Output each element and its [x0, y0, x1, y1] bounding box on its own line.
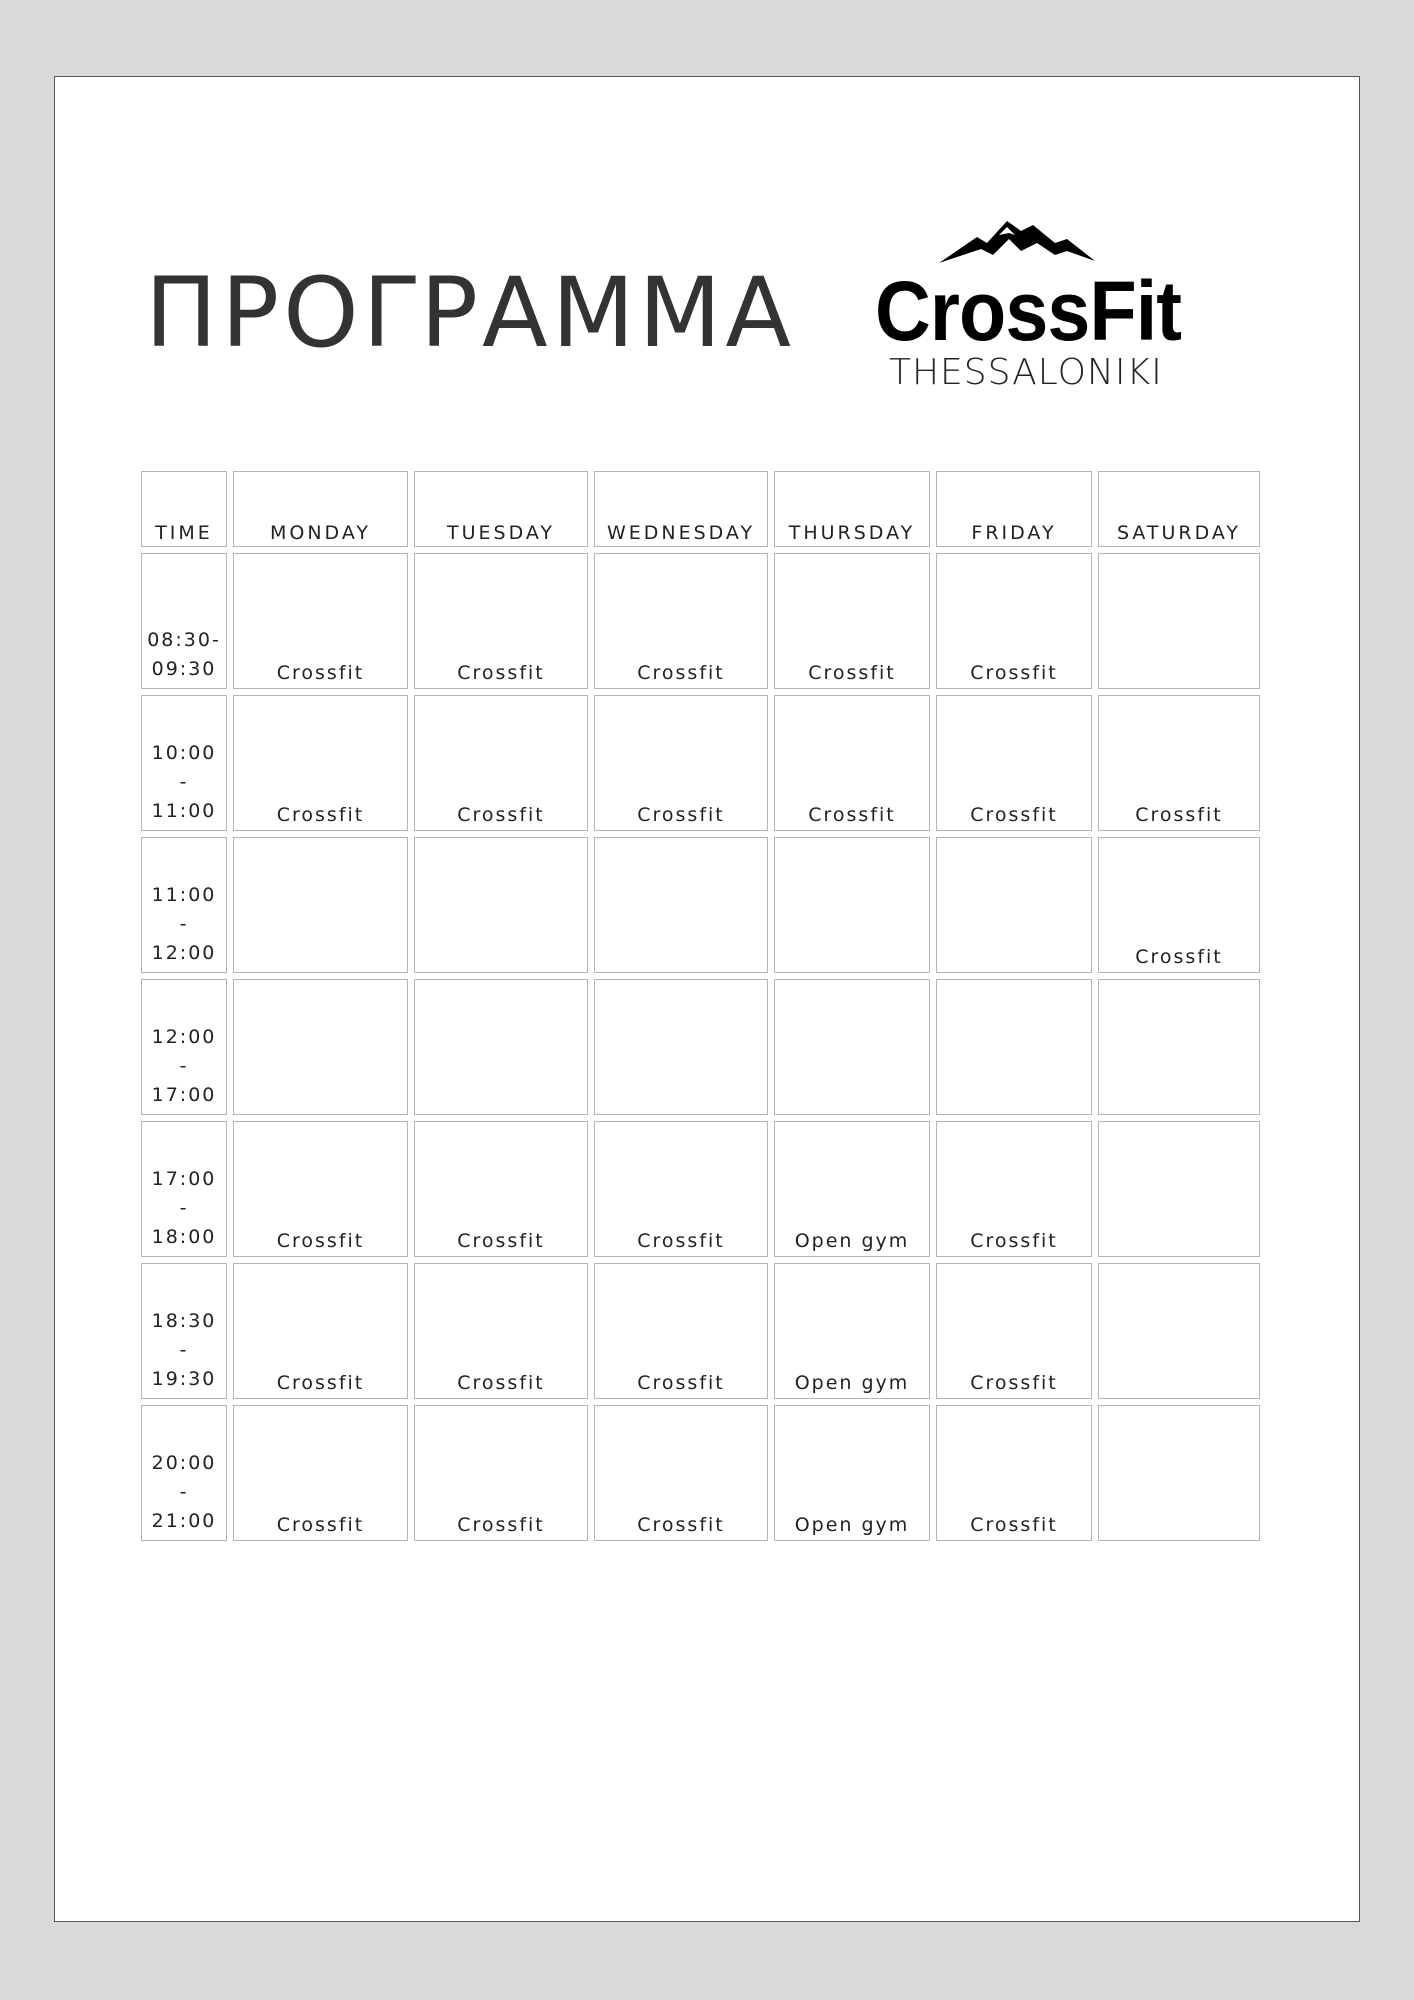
time-cell	[141, 695, 227, 831]
class-cell: Crossfit	[414, 695, 588, 831]
class-cell: Crossfit	[774, 695, 930, 831]
time-cell	[141, 837, 227, 973]
page-title: ΠΡΟΓΡΑΜΜΑ	[145, 257, 796, 369]
logo-subtitle: THESSALONIKI	[889, 352, 1163, 393]
class-cell: Crossfit	[774, 553, 930, 689]
class-cell	[936, 837, 1092, 973]
schedule-table	[141, 471, 1260, 1541]
time-line: -	[179, 771, 189, 793]
class-cell	[594, 979, 768, 1115]
time-line: 17:00	[151, 1168, 217, 1190]
time-cell	[141, 1263, 227, 1399]
logo-wordmark: CrossFit	[875, 264, 1182, 358]
time-line: 17:00	[151, 1084, 217, 1106]
time-line: 20:00	[151, 1452, 217, 1474]
time-line: -	[179, 1055, 189, 1077]
class-cell: Crossfit	[594, 695, 768, 831]
time-line: 12:00	[151, 942, 217, 964]
class-cell	[233, 837, 408, 973]
time-cell	[141, 1121, 227, 1257]
class-cell: Crossfit	[936, 1405, 1092, 1541]
class-cell: Crossfit	[233, 553, 408, 689]
time-line: -	[179, 1197, 189, 1219]
time-line: 11:00	[151, 800, 217, 822]
time-line: 18:00	[151, 1226, 217, 1248]
class-cell	[1098, 979, 1260, 1115]
class-cell	[1098, 553, 1260, 689]
header-tuesday: TUESDAY	[414, 471, 588, 547]
class-cell: Crossfit	[594, 1121, 768, 1257]
time-line: 10:00	[151, 742, 217, 764]
time-cell	[141, 553, 227, 689]
header-monday: MONDAY	[233, 471, 408, 547]
time-line: 09:30	[151, 658, 217, 680]
crossfit-logo	[875, 217, 1215, 393]
class-cell: Crossfit	[594, 553, 768, 689]
class-cell: Crossfit	[1098, 837, 1260, 973]
class-cell: Crossfit	[414, 553, 588, 689]
class-cell	[936, 979, 1092, 1115]
header-thursday: THURSDAY	[774, 471, 930, 547]
class-cell: Crossfit	[594, 1263, 768, 1399]
class-cell	[233, 979, 408, 1115]
class-cell	[1098, 1263, 1260, 1399]
class-cell: Crossfit	[233, 1405, 408, 1541]
class-cell: Crossfit	[414, 1121, 588, 1257]
class-cell: Crossfit	[414, 1263, 588, 1399]
time-line: 19:30	[151, 1368, 217, 1390]
time-line: 21:00	[151, 1510, 217, 1532]
class-cell	[1098, 1121, 1260, 1257]
class-cell: Crossfit	[233, 1121, 408, 1257]
class-cell: Crossfit	[936, 1263, 1092, 1399]
header-friday: FRIDAY	[936, 471, 1092, 547]
time-cell	[141, 1405, 227, 1541]
class-cell: Crossfit	[936, 553, 1092, 689]
class-cell: Open gym	[774, 1263, 930, 1399]
class-cell: Crossfit	[594, 1405, 768, 1541]
schedule-page	[54, 76, 1360, 1922]
time-line: -	[179, 913, 189, 935]
header-time: TIME	[141, 471, 227, 547]
time-line: 08:30-	[147, 629, 221, 651]
class-cell: Crossfit	[1098, 695, 1260, 831]
class-cell	[774, 837, 930, 973]
time-line: 18:30	[151, 1310, 217, 1332]
time-line: -	[179, 1339, 189, 1361]
class-cell: Open gym	[774, 1121, 930, 1257]
class-cell	[414, 837, 588, 973]
time-line: 12:00	[151, 1026, 217, 1048]
time-cell	[141, 979, 227, 1115]
class-cell: Crossfit	[414, 1405, 588, 1541]
time-line: -	[179, 1481, 189, 1503]
class-cell: Open gym	[774, 1405, 930, 1541]
class-cell: Crossfit	[936, 1121, 1092, 1257]
class-cell: Crossfit	[233, 695, 408, 831]
class-cell	[774, 979, 930, 1115]
mountains-icon	[937, 217, 1097, 267]
class-cell	[1098, 1405, 1260, 1541]
class-cell: Crossfit	[233, 1263, 408, 1399]
header-saturday: SATURDAY	[1098, 471, 1260, 547]
header-wednesday: WEDNESDAY	[594, 471, 768, 547]
class-cell: Crossfit	[936, 695, 1092, 831]
class-cell	[594, 837, 768, 973]
class-cell	[414, 979, 588, 1115]
time-line: 11:00	[151, 884, 217, 906]
